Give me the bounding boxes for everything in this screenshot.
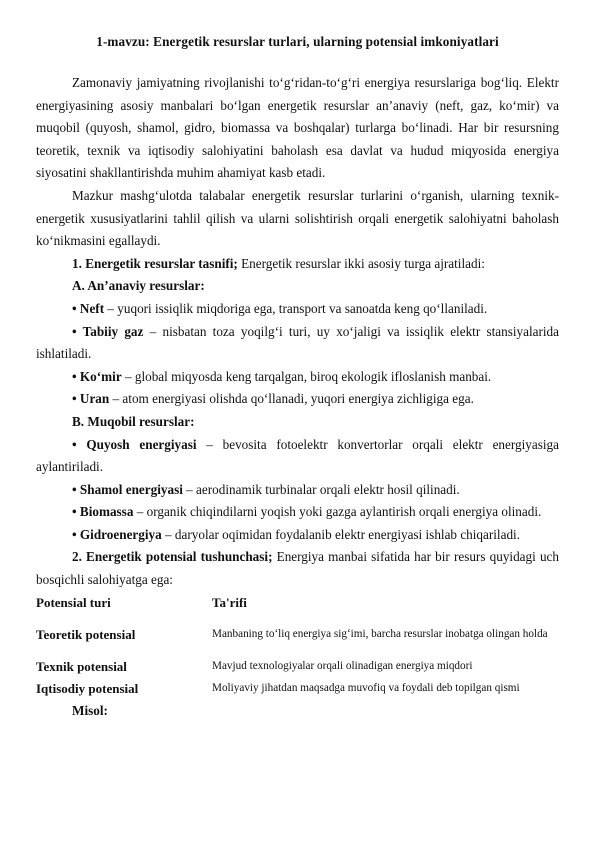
section-2-text: Energiya manbai sifatida har bir resurs quyidagi uch bosqichli salohiyatga ega: [36,549,559,588]
section-1-paragraph [36,253,559,276]
list-item-gidro: • Gidroenergiya – daryolar oqimidan foydalanib elektr energiyasi ishlab chiqariladi. [72,526,521,542]
example-label: Misol: [72,702,108,718]
document-title: 1-mavzu: Energetik resurslar turlari, ularning potensial imkoniyatlari [96,34,499,49]
section-2-heading: 2. Energetik potensial tushunchasi; [72,549,273,565]
list-item-shamol: • Shamol energiyasi – aerodinamik turbinalar orqali elektr hosil qilinadi. [72,481,460,497]
bullet-icon: • [72,436,87,452]
bullet-icon: • [72,300,80,316]
table-cell-definition: Manbaning to‘liq energiya sig‘imi, barcha resurslar inobatga olingan holda [212,628,548,641]
potential-table [36,592,559,700]
table-header-row [36,592,559,614]
table-row [36,678,559,700]
list-item-neft: • Neft – yuqori issiqlik miqdoriga ega, transport va sanoatda keng qo‘llaniladi. [72,300,488,316]
table-cell-type: Teoretik potensial [36,626,136,642]
list-item-biomassa: • Biomassa – organik chiqindilarni yoqish yoki gazga aylantirish orqali energiya olinadi. [72,504,542,520]
list-item-komir: • Ko‘mir – global miqyosda keng tarqalgan, biroq ekologik ifloslanish manbai. [72,368,492,384]
table-header-cell: Ta'rifi [212,595,247,611]
section-1-heading: 1. Energetik resurslar tasnifi; [72,255,238,271]
document-page [36,34,559,722]
group-a-heading: A. An’anaviy resurslar: [72,278,205,294]
section-1-text: Energetik resurslar ikki asosiy turga ajratiladi: [237,255,485,271]
list-item-tabiiy-gaz: • Tabiiy gaz – nisbatan toza yoqilg‘i turi, uy xo‘jaligi va issiqlik elektr stansiyalarida ishlatiladi. [36,323,559,362]
bullet-icon: • [72,368,80,384]
section-2-paragraph [36,546,559,591]
table-header-cell: Potensial turi [36,594,111,610]
bullet-icon: • [72,323,83,339]
bullet-icon: • [72,526,80,542]
intro-paragraph-2: Mazkur mashg‘ulotda talabalar energetik resurslar turlarini o‘rganish, ularning texnik-energetik xususiyatlarini tahlil qilish va ularni solishtirish orqali energetik salohiyatni baholash ko‘nikmasini egallaydi. [36,187,559,249]
group-b-heading: B. Muqobil resurslar: [72,413,195,429]
intro-paragraph-1: Zamonaviy jamiyatning rivojlanishi to‘g‘ridan-to‘g‘ri energiya resurslariga bog‘liq. Elektr energiyasining asosiy manbalari bo‘lgan energetik resurslar an’anaviy (neft, gaz, ko‘mir) va muqobil (quyosh, shamol, gidro, biomassa va boshqalar) turlarga bo‘linadi. Har bir resursning teoretik, texnik va iqtisodiy salohiyatini baholash esa davlat va hudud miqyosida energiya siyosatini shakllantirishda muhim ahamiyat kasb etadi. [36,75,559,181]
bullet-icon: • [72,481,80,497]
bullet-icon: • [72,504,80,520]
table-cell-type: Iqtisodiy potensial [36,680,139,696]
list-item-uran: • Uran – atom energiyasi olishda qo‘llanadi, yuqori energiya zichligiga ega. [72,391,474,407]
list-item-quyosh: • Quyosh energiyasi – bevosita fotoelektr konvertorlar orqali elektr energiyasiga aylantiriladi. [36,436,559,475]
table-row [36,614,559,656]
table-cell-definition: Mavjud texnologiyalar orqali olinadigan energiya miqdori [212,660,473,673]
table-cell-definition: Moliyaviy jihatdan maqsadga muvofiq va foydali deb topilgan qismi [212,682,520,695]
table-cell-type: Texnik potensial [36,658,127,674]
table-row [36,656,559,678]
bullet-icon: • [72,391,80,407]
